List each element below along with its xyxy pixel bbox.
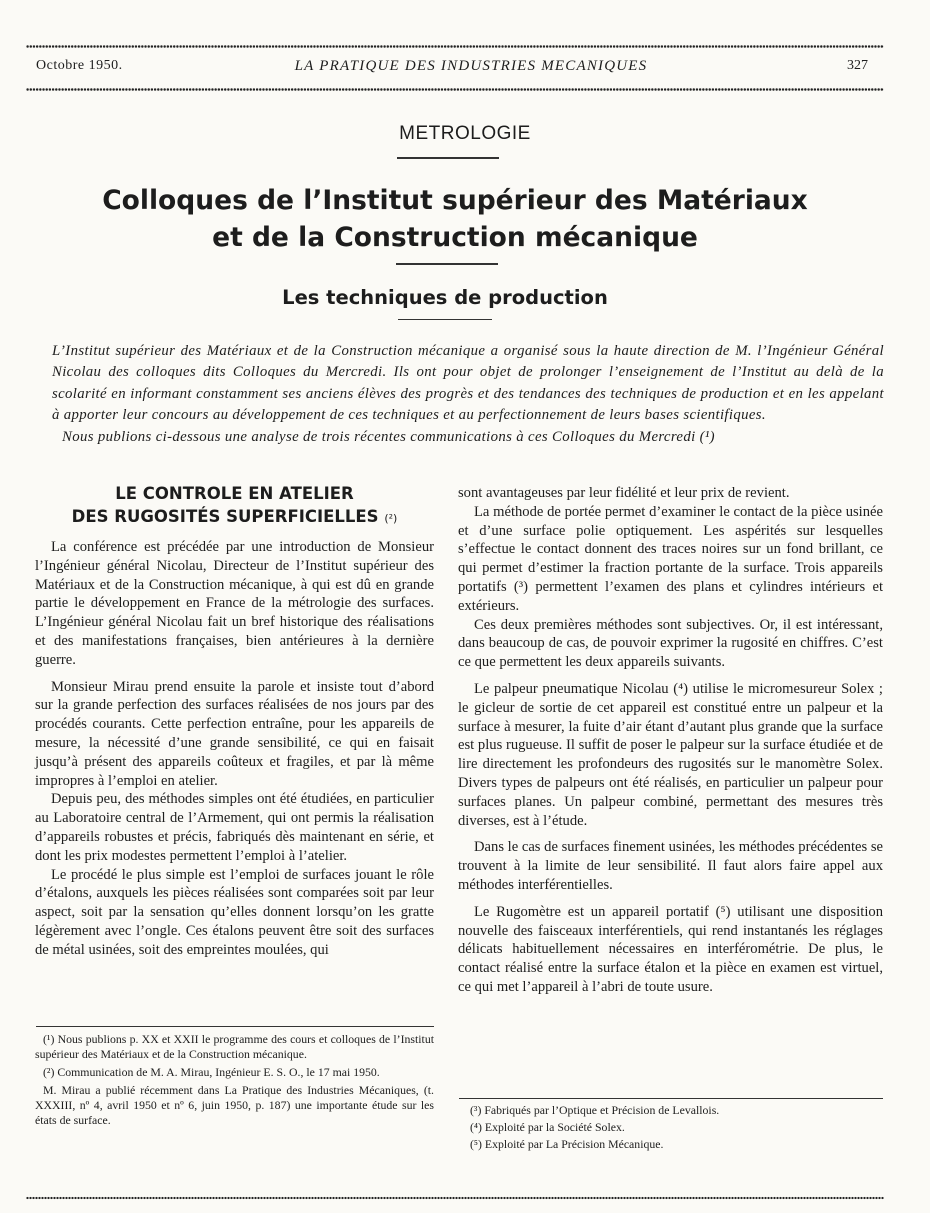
journal-title: LA PRATIQUE DES INDUSTRIES MECANIQUES [294, 58, 648, 74]
footnote-rule [36, 1026, 434, 1027]
footer-rule [26, 1196, 884, 1200]
body-paragraph: La méthode de portée permet d’examiner le contact de la pièce usinée et d’une surface polie optiquement. Les aspérités sur lesquelles s’effectue le contact donnent des traces noires sur un fond brillant, ce qui permet d’estimer la fraction portante de la surface. Trois appareils portatifs (³) permettent l’examen des plans et cylindres intérieurs et extérieurs. [458, 503, 883, 614]
subtitle-rule [398, 319, 492, 320]
page-title [60, 182, 850, 256]
body-paragraph: Le palpeur pneumatique Nicolau (⁴) utilise le micromesureur Solex ; le gicleur de sortie de cet appareil est constitué entre un palpeur et la surface à mesurer, la fuite d’air étant d’autant plus grande que la surface est plus rugueuse. Il suffit de poser le palpeur sur la surface étudiée et de lire directement les profondeurs des rugosités sur le manomètre Solex. Divers types de palpeurs ont été réalisés, en particulier un palpeur pour surfaces planes. Un palpeur combiné, permettant des mesures très diverses, est à l’étude. [458, 680, 883, 829]
intro-paragraph: Nous publions ci-dessous une analyse de trois récentes communications à ces Colloques du Mercredi (¹) [62, 428, 715, 445]
footnote-rule [459, 1098, 883, 1099]
body-paragraph: Dans le cas de surfaces finement usinées, les méthodes précédentes se trouvent à la limite de leur sensibilité. Il faut alors faire appel aux méthodes interférentielles. [458, 839, 883, 893]
subtitle: Les techniques de production [282, 286, 608, 309]
page-number: 327 [847, 58, 868, 73]
footnote: (²) Communication de M. A. Mirau, Ingénieur E. S. O., le 17 mai 1950. [43, 1065, 380, 1079]
section-heading: METROLOGIE [399, 123, 531, 144]
intro-paragraph: L’Institut supérieur des Matériaux et de la Construction mécanique a organisé sous la haute direction de M. l’Ingénieur Général Nicolau des colloques dits Colloques du Mercredi. Ils ont pour objet de prolonger l’enseignement de l’Institut au delà de la scolarité en informant constamment ses anciens élèves des progrès et des tendances des techniques de production et en les appelant à apporter leur concours au développement de ces techniques et au perfectionnement de leurs bases scientifiques. [52, 343, 884, 424]
footnote: (³) Fabriqués par l’Optique et Précision de Levallois. [470, 1103, 720, 1117]
footnote: M. Mirau a publié récemment dans La Pratique des Industries Mécaniques, (t. XXXIII, nº 4, avril 1950 et nº 6, juin 1950, p. 187) une importante étude sur les états de surface. [35, 1083, 434, 1127]
section-rule [397, 157, 499, 159]
header-bottom-rule [26, 87, 884, 92]
body-paragraph: Le procédé le plus simple est l’emploi de surfaces jouant le rôle d’étalons, auxquels les pièces réalisées sont comparées soit par leur aspect, soit par la sensation qu’elles donnent lorsqu’on les gratte légèrement avec l’ongle. Ces étalons peuvent être soit des surfaces de métal usinées, soit des empreintes moulées, qui [35, 866, 434, 958]
footnote: (⁴) Exploité par la Société Solex. [470, 1120, 625, 1134]
left-column [35, 482, 434, 960]
footnotes-left [35, 1032, 434, 1131]
header-top-rule [26, 44, 884, 49]
body-paragraph: sont avantageuses par leur fidélité et leur prix de revient. [458, 485, 790, 501]
title-line-2: et de la Construction mécanique [212, 222, 698, 253]
footnote: (¹) Nous publions p. XX et XXII le programme des cours et colloques de l’Institut supérieur des Matériaux et de la Construction mécanique. [35, 1032, 434, 1061]
right-column [458, 484, 883, 997]
issue-date: Octobre 1950. [36, 58, 123, 73]
article-title [35, 482, 434, 530]
article-title-text: DES RUGOSITÉS SUPERFICIELLES [71, 507, 379, 526]
body-paragraph: Ces deux premières méthodes sont subjectives. Or, il est intéressant, dans beaucoup de cas, de pouvoir exprimer la rugosité en chiffres. C’est ce que permettent les deux appareils suivants. [458, 616, 883, 671]
title-rule [396, 263, 498, 265]
body-paragraph: Monsieur Mirau prend ensuite la parole et insiste tout d’abord sur la grande perfection des surfaces réalisées de nos jours par des procédés courants. Cette perfection entraîne, pour les appareils de mesure, la nécessité d’une grande sensibilité, ce qui en faisait jusqu’à présent des appareils coûteux et fragiles, et par là même impropres à l’emploi en atelier. [35, 678, 434, 789]
article-title-line-1: LE CONTROLE EN ATELIER [115, 484, 354, 503]
article-title-note: (²) [384, 512, 398, 525]
running-header [36, 58, 868, 78]
title-line-1: Colloques de l’Institut supérieur des Matériaux [102, 185, 808, 216]
footnotes-right [470, 1103, 882, 1154]
footnote: (⁵) Exploité par La Précision Mécanique. [470, 1137, 664, 1151]
article-title-line-2 [35, 505, 434, 530]
intro-text [52, 341, 884, 448]
body-paragraph: La conférence est précédée par une introduction de Monsieur l’Ingénieur général Nicolau, Directeur de l’Institut supérieur des Matériaux et de la Construction mécanique, à qui est dû en grande partie le développement en France de la métrologie des surfaces. L’Ingénieur général Nicolau fait un bref historique des réalisations et des manifestations françaises, bien antérieures à la dernière guerre. [35, 539, 434, 668]
body-paragraph: Depuis peu, des méthodes simples ont été étudiées, en particulier au Laboratoire central de l’Armement, qui ont permis la réalisation d’appareils robustes et précis, fabriqués dès maintenant en série, et dont les prix modestes permettent l’emploi à l’atelier. [35, 791, 434, 864]
body-paragraph: Le Rugomètre est un appareil portatif (⁵) utilisant une disposition nouvelle des faisceaux interférentiels, qui rend instantanés les réglages délicats habituellement nécessaires en interférométrie. De plus, le contact réalisé entre la surface étalon et la pièce en examen est virtuel, ce qui met l’appareil à l’abri de toute usure. [458, 903, 883, 995]
